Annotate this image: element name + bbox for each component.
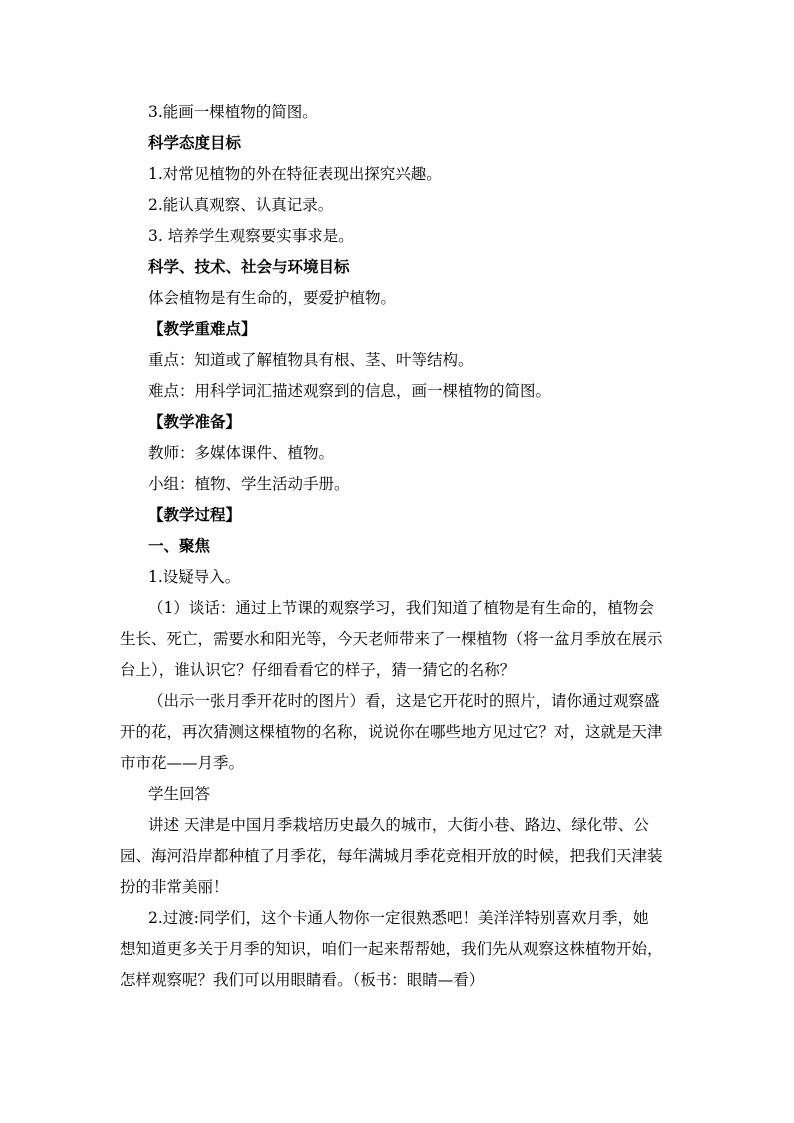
text-line: 教师：多媒体课件、植物。: [148, 444, 335, 462]
paragraph-line: （出示一张月季开花时的图片）看，这是它开花时的照片，请你通过观察盛: [148, 692, 660, 710]
section-heading: 科学态度目标: [148, 133, 242, 152]
paragraph-line: 扮的非常美丽！: [120, 878, 229, 896]
paragraph-line: 2.过渡:同学们，这个卡通人物你一定很熟悉吧！美洋洋特别喜欢月季，她: [148, 909, 649, 927]
text-line: 1.设疑导入。: [148, 568, 241, 586]
paragraph-line: 生长、死亡，需要水和阳光等，今天老师带来了一棵植物（将一盆月季放在展示: [120, 630, 663, 648]
paragraph-line: 怎样观察呢？我们可以用眼睛看。（板书：眼睛—看）: [120, 971, 485, 989]
paragraph-line: 开的花，再次猜测这棵植物的名称，说说你在哪些地方见过它？对，这就是天津: [120, 723, 663, 741]
text-line: 小组：植物、学生活动手册。: [148, 475, 350, 493]
paragraph-line: （1）谈话：通过上节课的观察学习，我们知道了植物是有生命的，植物会: [148, 599, 654, 617]
section-heading: 一、聚焦: [148, 536, 211, 555]
text-line: 3.能画一棵植物的简图。: [148, 103, 318, 121]
section-heading: 【教学重难点】: [148, 319, 257, 338]
section-heading: 科学、技术、社会与环境目标: [148, 257, 350, 276]
text-line: 重点：知道或了解植物具有根、茎、叶等结构。: [148, 351, 474, 369]
section-heading: 【教学准备】: [148, 412, 242, 431]
paragraph-line: 想知道更多关于月季的知识，咱们一起来帮帮她，我们先从观察这株植物开始，: [120, 940, 663, 958]
paragraph-line: 市市花——月季。: [120, 754, 245, 772]
text-line: 1.对常见植物的外在特征表现出探究兴趣。: [148, 165, 442, 183]
paragraph-line: 园、海河沿岸都种植了月季花，每年满城月季花竞相开放的时候，把我们天津装: [120, 847, 663, 865]
paragraph-line: 讲述 天津是中国月季栽培历史最久的城市，大街小巷、路边、绿化带、公: [148, 816, 649, 834]
text-line: 学生回答: [148, 785, 211, 803]
text-line: 难点：用科学词汇描述观察到的信息，画一棵植物的简图。: [148, 382, 552, 400]
text-line: 体会植物是有生命的，要爱护植物。: [148, 289, 397, 307]
paragraph-line: 台上），谁认识它？仔细看看它的样子，猜一猜它的名称？: [120, 661, 516, 679]
text-line: 3. 培养学生观察要实事求是。: [148, 227, 354, 245]
text-line: 2.能认真观察、认真记录。: [148, 196, 334, 214]
section-heading: 【教学过程】: [148, 505, 242, 524]
